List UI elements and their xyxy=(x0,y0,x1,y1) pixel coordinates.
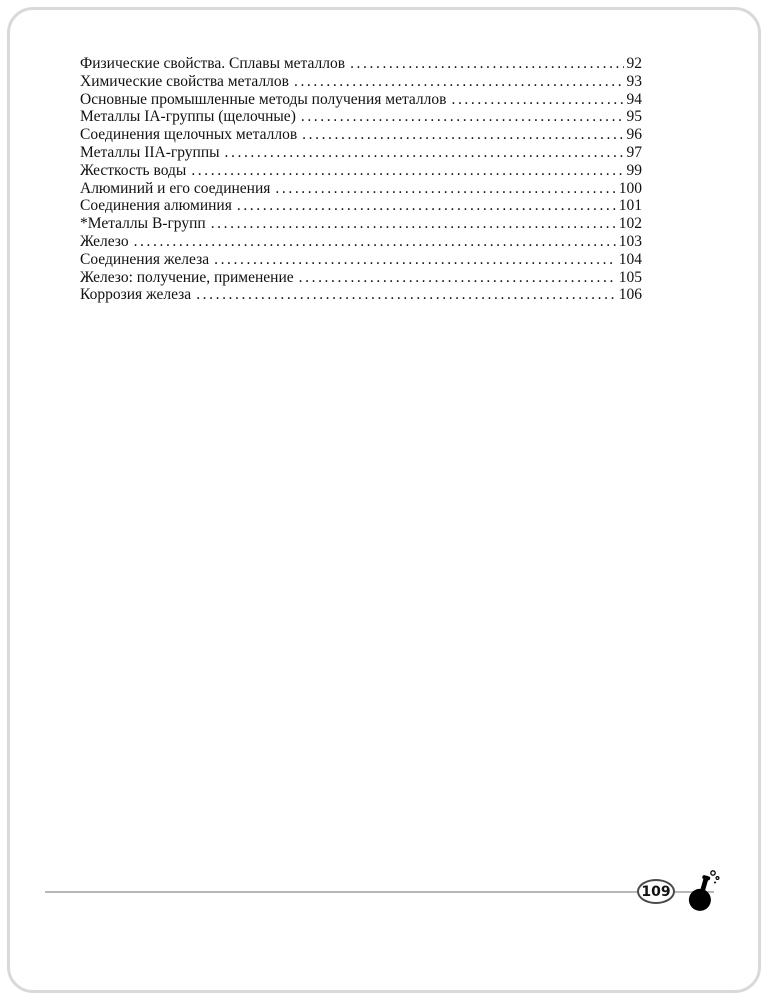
dot-leader xyxy=(299,269,616,287)
toc-entry-title: Соединения алюминия xyxy=(80,197,232,215)
toc-entry-title: Химические свойства металлов xyxy=(80,72,289,90)
flask-icon xyxy=(684,868,722,916)
toc-entry-page: 97 xyxy=(626,143,642,161)
toc-entry-title: Соединения щелочных металлов xyxy=(80,126,298,144)
toc-entry xyxy=(80,91,642,109)
toc-entry-title: *Металлы В-групп xyxy=(80,215,206,233)
table-of-contents xyxy=(80,55,642,304)
dot-leader xyxy=(214,251,616,269)
toc-entry xyxy=(80,55,642,73)
toc-entry xyxy=(80,108,642,126)
toc-entry-page: 92 xyxy=(626,55,642,72)
toc-entry xyxy=(80,215,642,233)
toc-entry xyxy=(80,126,642,144)
toc-entry xyxy=(80,233,642,251)
toc-entry-page: 99 xyxy=(626,161,642,179)
dot-leader xyxy=(301,108,624,126)
toc-entry xyxy=(80,180,642,198)
toc-entry-title: Соединения железа xyxy=(80,250,210,268)
toc-entry-page: 96 xyxy=(626,126,642,144)
footer-divider xyxy=(45,891,714,893)
toc-entry-title: Алюминий и его соединения xyxy=(80,179,271,197)
toc-entry-title: Физические свойства. Сплавы металлов xyxy=(80,55,346,72)
dot-leader xyxy=(211,215,616,233)
dot-leader xyxy=(191,162,623,180)
toc-entry-page: 101 xyxy=(618,197,642,215)
dot-leader xyxy=(302,126,623,144)
toc-entry xyxy=(80,286,642,304)
toc-entry-title: Коррозия железа xyxy=(80,286,192,304)
toc-entry-title: Основные промышленные методы получения металлов xyxy=(80,90,447,108)
toc-entry-page: 102 xyxy=(618,215,642,233)
dot-leader xyxy=(134,233,616,251)
dot-leader xyxy=(451,91,623,109)
toc-entry-page: 93 xyxy=(626,72,642,90)
toc-entry xyxy=(80,269,642,287)
toc-entry-title: Жесткость воды xyxy=(80,161,187,179)
dot-leader xyxy=(225,144,624,162)
toc-entry-page: 94 xyxy=(626,90,642,108)
toc-entry-title: Металлы IIA-группы xyxy=(80,143,220,161)
toc-entry xyxy=(80,197,642,215)
dot-leader xyxy=(350,55,623,73)
dot-leader xyxy=(294,73,624,91)
toc-entry xyxy=(80,73,642,91)
toc-entry-title: Железо xyxy=(80,232,129,250)
dot-leader xyxy=(275,180,615,198)
dot-leader xyxy=(237,197,616,215)
toc-entry-page: 100 xyxy=(618,179,642,197)
page-number: 109 xyxy=(641,883,671,900)
page-number-badge xyxy=(637,879,675,904)
toc-entry-page: 103 xyxy=(618,232,642,250)
toc-entry-page: 105 xyxy=(618,268,642,286)
toc-entry-title: Железо: получение, применение xyxy=(80,268,294,286)
toc-entry xyxy=(80,162,642,180)
dot-leader xyxy=(196,286,616,304)
toc-entry-page: 106 xyxy=(618,286,642,304)
toc-entry-title: Металлы IA-группы (щелочные) xyxy=(80,108,296,126)
toc-entry xyxy=(80,144,642,162)
toc-entry xyxy=(80,251,642,269)
toc-entry-page: 104 xyxy=(618,250,642,268)
toc-entry-page: 95 xyxy=(626,108,642,126)
